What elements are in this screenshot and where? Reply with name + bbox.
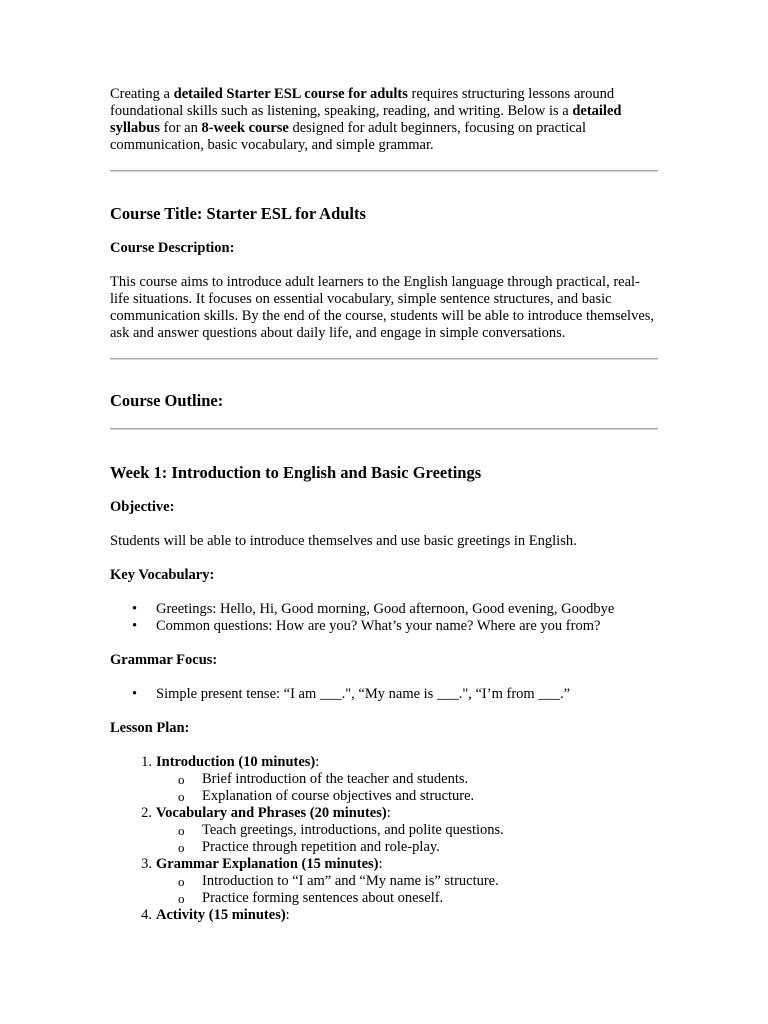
sub-list (156, 822, 658, 856)
item-title: Introduction (10 minutes) (156, 754, 316, 770)
sub-item-text: Teach greetings, introductions, and polite questions. (202, 822, 504, 838)
item-title: Vocabulary and Phrases (20 minutes) (156, 805, 387, 821)
grammar-focus-list (110, 686, 658, 703)
sub-item-text: Explanation of course objectives and structure. (202, 788, 475, 804)
list-item (110, 618, 658, 635)
circle-bullet-icon: o (178, 840, 185, 855)
bullet-icon: • (132, 686, 138, 702)
objective-text: Students will be able to introduce themselves and use basic greetings in English. (110, 533, 577, 549)
sub-list-item (156, 890, 658, 907)
item-number: 1. (141, 754, 152, 770)
circle-bullet-icon: o (178, 789, 185, 804)
intro-paragraph (110, 86, 658, 154)
grammar-focus-heading: Grammar Focus: (110, 652, 218, 668)
item-number: 3. (141, 856, 152, 872)
intro-bold-3: 8-week course (201, 120, 289, 136)
sub-item-text: Practice through repetition and role-play. (202, 839, 440, 855)
item-number: 2. (141, 805, 152, 821)
item-colon: : (386, 805, 391, 821)
list-item (110, 601, 658, 618)
sub-list-item (156, 771, 658, 788)
course-description-text: This course aims to introduce adult learners to the English language through practical, real-life situations. It focuses on essential vocabulary, simple sentence structures, and basic communication skills. By the end of the course, students will be able to introduce themselves, ask and answer questions about daily life, and engage in simple conversations. (110, 274, 655, 341)
course-description-heading: Course Description: (110, 240, 235, 256)
lesson-plan-list (110, 754, 658, 924)
lesson-plan-item (110, 805, 658, 856)
bullet-icon: • (132, 601, 138, 617)
intro-bold-1: detailed Starter ESL course for adults (173, 86, 408, 102)
list-item-text: Greetings: Hello, Hi, Good morning, Good afternoon, Good evening, Goodbye (156, 601, 615, 617)
lesson-plan-heading: Lesson Plan: (110, 720, 190, 736)
circle-bullet-icon: o (178, 891, 185, 906)
sub-item-text: Introduction to “I am” and “My name is” structure. (202, 873, 499, 889)
lesson-plan-item (110, 754, 658, 805)
sub-item-text: Brief introduction of the teacher and students. (202, 771, 469, 787)
sub-list-item (156, 839, 658, 856)
circle-bullet-icon: o (178, 772, 185, 787)
intro-text-2: requires structuring lessons around foundational skills such as listening, speaking, reading, and writing. Below is a (110, 86, 615, 119)
document-page (110, 86, 658, 924)
key-vocabulary-list (110, 601, 658, 635)
item-title: Activity (15 minutes) (156, 907, 286, 923)
sub-list (156, 771, 658, 805)
sub-list-item (156, 822, 658, 839)
list-item-text: Common questions: How are you? What’s your name? Where are you from? (156, 618, 601, 634)
key-vocabulary-heading: Key Vocabulary: (110, 567, 215, 583)
intro-text-3: for an (159, 120, 202, 136)
list-item (110, 686, 658, 703)
intro-text-4: designed for adult beginners, focusing on practical communication, basic vocabulary, and simple grammar. (110, 120, 587, 153)
intro-text-1: Creating a (110, 86, 174, 102)
circle-bullet-icon: o (178, 823, 185, 838)
sub-list-item (156, 873, 658, 890)
item-colon: : (378, 856, 383, 872)
bullet-icon: • (132, 618, 138, 634)
course-title: Course Title: Starter ESL for Adults (110, 204, 366, 223)
lesson-plan-item (110, 907, 658, 924)
course-outline-heading: Course Outline: (110, 391, 224, 410)
objective-heading: Objective: (110, 499, 175, 515)
item-number: 4. (141, 907, 152, 923)
list-item-text: Simple present tense: “I am ___.", “My name is ___.", “I’m from ___.” (156, 686, 571, 702)
item-colon: : (315, 754, 320, 770)
item-colon: : (285, 907, 290, 923)
week1-title: Week 1: Introduction to English and Basic Greetings (110, 463, 482, 482)
sub-list (156, 873, 658, 907)
intro-bold-2: detailed syllabus (110, 103, 622, 136)
circle-bullet-icon: o (178, 874, 185, 889)
divider (110, 170, 658, 172)
lesson-plan-item (110, 856, 658, 907)
sub-list-item (156, 788, 658, 805)
divider (110, 358, 658, 360)
divider (110, 428, 658, 430)
item-title: Grammar Explanation (15 minutes) (156, 856, 379, 872)
sub-item-text: Practice forming sentences about oneself. (202, 890, 444, 906)
